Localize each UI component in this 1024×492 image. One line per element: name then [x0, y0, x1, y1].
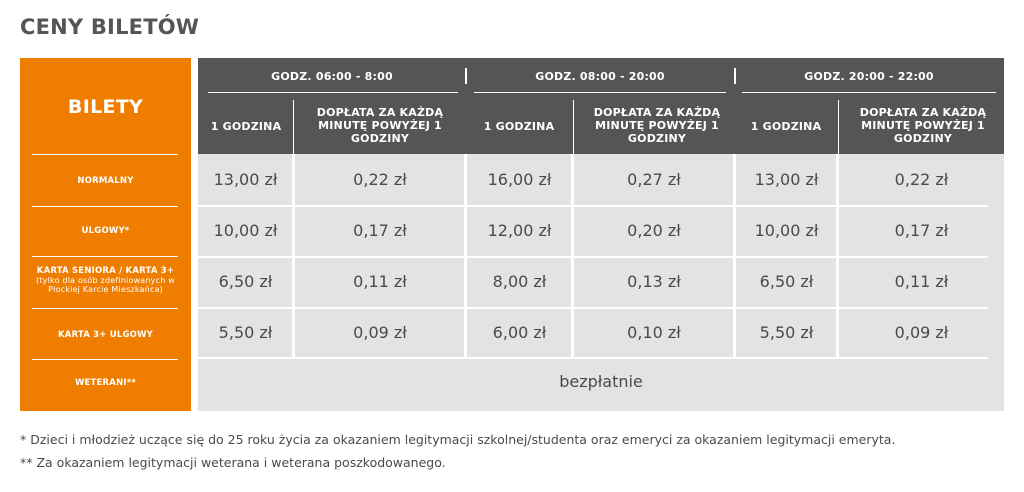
- price-cell: 0,10 zł: [627, 323, 681, 342]
- divider: [742, 92, 996, 93]
- col-header-surcharge: DOPŁATA ZA KAŻDĄ MINUTĘ POWYŻEJ 1 GODZINY: [316, 106, 444, 145]
- period-label-morning: GODZ. 06:00 - 8:00: [271, 70, 393, 83]
- divider: [573, 100, 574, 154]
- price-cell: 0,17 zł: [353, 221, 407, 240]
- price-cell: 0,22 zł: [894, 170, 949, 189]
- divider: [32, 256, 178, 257]
- period-label-evening: GODZ. 20:00 - 22:00: [804, 70, 934, 83]
- col-header-surcharge: DOPŁATA ZA KAŻDĄ MINUTĘ POWYŻEJ 1 GODZINY: [593, 106, 721, 145]
- tickets-title: BILETY: [67, 96, 144, 118]
- price-cell: 12,00 zł: [487, 221, 552, 240]
- price-cell: 6,50 zł: [218, 272, 273, 291]
- price-cell: 0,11 zł: [353, 272, 407, 291]
- price-cell: 0,20 zł: [627, 221, 681, 240]
- divider: [198, 256, 988, 258]
- row-label-text: ULGOWY*: [81, 226, 130, 236]
- divider: [198, 205, 988, 207]
- divider: [32, 359, 178, 360]
- price-cell: 6,00 zł: [492, 323, 547, 342]
- price-cell: 0,09 zł: [353, 323, 407, 342]
- divider: [734, 68, 736, 84]
- footnote-veterans: ** Za okazaniem legitymacji weterana i weterana poszkodowanego.: [20, 455, 446, 470]
- divider: [474, 92, 726, 93]
- divider: [198, 357, 988, 359]
- price-cell: 0,22 zł: [353, 170, 407, 189]
- price-cell: 5,50 zł: [218, 323, 273, 342]
- row-label-normal: [20, 176, 191, 186]
- row-label-senior: [20, 266, 191, 294]
- col-header-surcharge: DOPŁATA ZA KAŻDĄ MINUTĘ POWYŻEJ 1 GODZINY: [859, 106, 987, 145]
- price-cell: 13,00 zł: [754, 170, 819, 189]
- period-label-day: GODZ. 08:00 - 20:00: [535, 70, 665, 83]
- price-cell: 0,11 zł: [894, 272, 949, 291]
- divider: [32, 154, 178, 155]
- row-label-text: NORMALNY: [77, 176, 134, 186]
- price-cell: 5,50 zł: [759, 323, 814, 342]
- divider: [293, 100, 294, 154]
- row-label-text: KARTA SENIORA / KARTA 3+: [36, 266, 175, 276]
- price-cell: 0,09 zł: [894, 323, 949, 342]
- price-cell: 10,00 zł: [754, 221, 819, 240]
- price-cell: 0,17 zł: [894, 221, 949, 240]
- tickets-panel: [20, 58, 191, 411]
- divider: [32, 206, 178, 207]
- price-cell: 0,13 zł: [627, 272, 681, 291]
- divider: [208, 92, 458, 93]
- free-label: bezpłatnie: [559, 372, 643, 391]
- row-label-veterans: [20, 378, 191, 388]
- divider: [198, 307, 988, 309]
- col-header-hour: 1 GODZINA: [483, 120, 555, 133]
- col-header-hour: 1 GODZINA: [750, 120, 822, 133]
- price-cell: 6,50 zł: [759, 272, 814, 291]
- page-title: CENY BILETÓW: [20, 15, 200, 39]
- divider: [32, 308, 178, 309]
- price-cell: 16,00 zł: [487, 170, 552, 189]
- price-cell: 0,27 zł: [627, 170, 681, 189]
- row-label-note: (tylko dla osób zdefiniowanych w Płockiej Karcie Mieszkańca): [36, 276, 175, 294]
- price-cell: 8,00 zł: [492, 272, 547, 291]
- footnote-students: * Dzieci i młodzież uczące się do 25 roku życia za okazaniem legitymacji szkolnej/studenta oraz emeryci za okazaniem legitymacji emeryta.: [20, 432, 896, 447]
- row-label-reduced: [20, 226, 191, 236]
- row-label-text: KARTA 3+ ULGOWY: [57, 330, 154, 340]
- price-cell: 10,00 zł: [213, 221, 278, 240]
- row-label-text: WETERANI**: [74, 378, 137, 388]
- price-cell: 13,00 zł: [213, 170, 278, 189]
- divider: [838, 100, 839, 154]
- col-header-hour: 1 GODZINA: [210, 120, 282, 133]
- row-label-card-reduced: [20, 330, 191, 340]
- divider: [465, 68, 467, 84]
